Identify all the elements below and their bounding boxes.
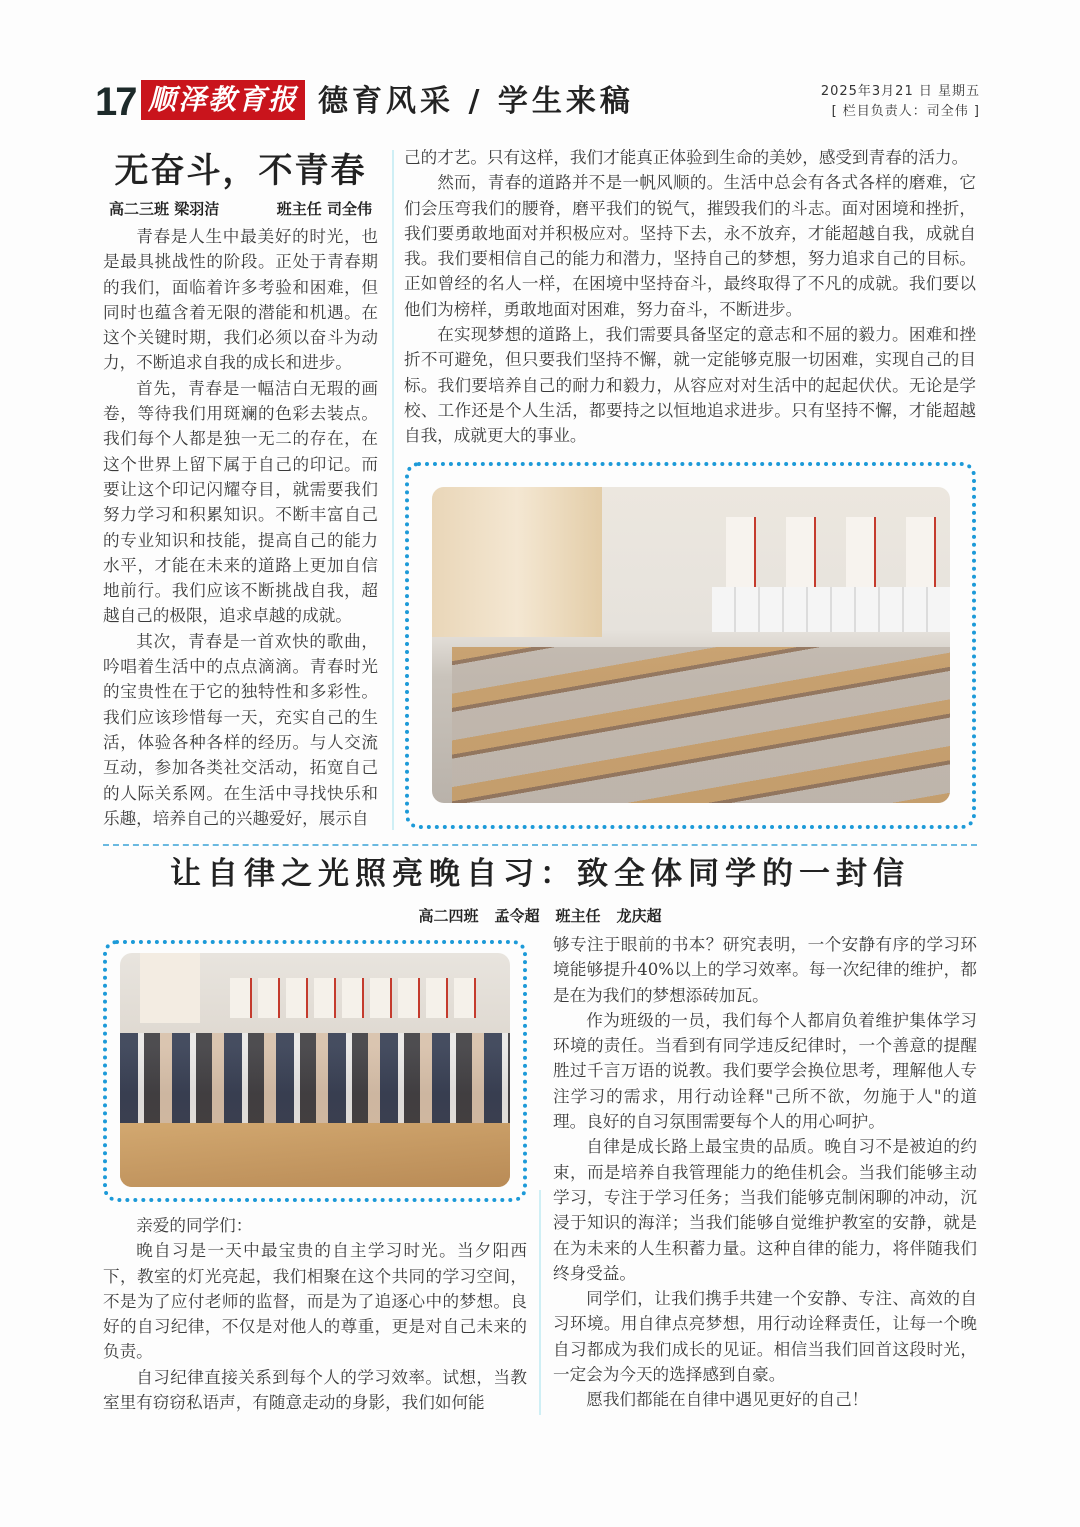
article1-author: 高二三班 梁羽洁 xyxy=(109,200,220,218)
article2-right-column xyxy=(553,932,977,1413)
issue-date: 2025年3月21 日 星期五 xyxy=(820,84,980,99)
paragraph: 首先，青春是一幅洁白无瑕的画卷，等待我们用斑斓的色彩去装点。我们每个人都是独一无二的存在，在这个世界上留下属于自己的印记。而要让这个印记闪耀夺目，就需要我们努力学习和积累知识。不断丰富自己的专业知识和技能，提高自己的能力水平，才能在未来的道路上更加自信地前行。我们应该不断挑战自我，超越自己的极限，追求卓越的成就。 xyxy=(103,378,378,626)
paragraph: 够专注于眼前的书本？研究表明，一个安静有序的学习环境能够提升40%以上的学习效率。每一次纪律的维护，都是在为我们的梦想添砖加瓦。 xyxy=(553,935,977,1005)
page-number: 17 xyxy=(95,80,136,124)
author-name: 孟令超 xyxy=(494,907,540,925)
masthead-logo: 顺泽教育报 xyxy=(141,80,305,120)
section-divider xyxy=(103,844,977,846)
article1-title: 无奋斗，不青春 xyxy=(114,151,367,191)
paragraph: 然而，青春的道路并不是一帆风顺的。生活中总会有各式各样的磨难，它们会压弯我们的腰脊，磨平我们的锐气，摧毁我们的斗志。面对困境和挫折，我们要勇敢地面对并积极应对。坚持下去，永不放弃，才能超越自我，成就自我。我们要相信自己的能力和潜力，坚持自己的梦想，努力追求自己的目标。正如曾经的名人一样，在困境中坚持奋斗，最终取得了不凡的成就。我们要以他们为榜样，勇敢地面对困难，努力奋斗，不断进步。 xyxy=(404,173,976,319)
teacher-label: 班主任 xyxy=(555,907,601,925)
paragraph: 作为班级的一员，我们每个人都肩负着维护集体学习环境的责任。当看到有同学违反纪律时，一个善意的提醒胜过千言万语的说教。我们要学会换位思考，理解他人专注学习的需求，用行动诠释"己所不欲，勿施于人"的道理。良好的自习氛围需要每个人的用心呵护。 xyxy=(553,1010,977,1132)
article1-byline xyxy=(103,198,378,219)
issue-info xyxy=(821,82,980,122)
paragraph: 己的才艺。只有这样，我们才能真正体验到生命的美妙，感受到青春的活力。 xyxy=(404,148,969,167)
paragraph: 青春是人生中最美好的时光，也是最具挑战性的阶段。正处于青春期的我们，面临着许多考验和困难，但同时也蕴含着无限的潜能和机遇。在这个关键时期，我们必须以奋斗为动力，不断追求自我的成长和进步。 xyxy=(103,227,378,373)
paragraph: 其次，青春是一首欢快的歌曲，吟唱着生活中的点点滴滴。青春时光的宝贵性在于它的独特性和多彩性。我们应该珍惜每一天，充实自己的生活，体验各种各样的经历。与人交流互动，参加各类社交活动，拓宽自己的人际关系网。在生活中寻找快乐和乐趣，培养自己的兴趣爱好，展示自 xyxy=(103,631,378,828)
paragraph: 在实现梦想的道路上，我们需要具备坚定的意志和不屈的毅力。困难和挫折不可避免，但只要我们坚持不懈，就一定能够克服一切困难，实现自己的目标。我们要培养自己的耐力和毅力，从容应对对生活中的起起伏伏。无论是学校、工作还是个人生活，都要持之以恒地追求进步。只有坚持不懈，才能超越自我，成就更大的事业。 xyxy=(404,325,976,446)
column-divider xyxy=(392,150,394,830)
closing: 愿我们都能在自律中遇见更好的自己！ xyxy=(586,1390,869,1410)
article2-byline xyxy=(103,906,977,926)
teacher-name: 龙庆超 xyxy=(616,907,662,925)
author-class: 高二四班 xyxy=(418,907,479,925)
article1-right-column xyxy=(404,145,976,449)
article1-teacher: 班主任 司全伟 xyxy=(276,200,372,218)
students-photo xyxy=(120,953,510,1187)
paragraph: 晚自习是一天中最宝贵的自主学习时光。当夕阳西下，教室的灯光亮起，我们相聚在这个共同的学习空间，不是为了应付老师的监督，而是为了追逐心中的梦想。良好的自习纪律，不仅是对他人的尊重，更是对自己未来的负责。 xyxy=(103,1241,527,1362)
paragraph: 同学们，让我们携手共建一个安静、专注、高效的自习环境。用自律点亮梦想，用行动诠释责任，让每一个晚自习都成为我们成长的见证。相信当我们回首这段时光，一定会为今天的选择感到自豪。 xyxy=(553,1289,977,1385)
greeting: 亲爱的同学们： xyxy=(136,1216,253,1235)
section-title: 德育风采 / 学生来稿 xyxy=(318,84,634,119)
column-divider xyxy=(539,1190,541,1415)
paragraph: 自律是成长路上最宝贵的品质。晚自习不是被迫的约束，而是培养自我管理能力的绝佳机会。当我们能够主动学习，专注于学习任务；当我们能够克制闲聊的冲动，沉浸于知识的海洋；当我们能够自觉维护教室的安静，就是在为未来的人生积蓄力量。这种自律的能力，将伴随我们终身受益。 xyxy=(553,1137,977,1283)
article2-left-column xyxy=(103,1213,527,1415)
column-editor: [ 栏目负责人：司全伟 ] xyxy=(831,104,980,119)
article1-left-column xyxy=(103,224,378,831)
classroom-photo xyxy=(432,487,950,803)
paragraph: 自习纪律直接关系到每个人的学习效率。试想，当教室里有窃窃私语声，有随意走动的身影，我们如何能 xyxy=(103,1367,527,1413)
article2-title: 让自律之光照亮晚自习：致全体同学的一封信 xyxy=(170,856,910,892)
